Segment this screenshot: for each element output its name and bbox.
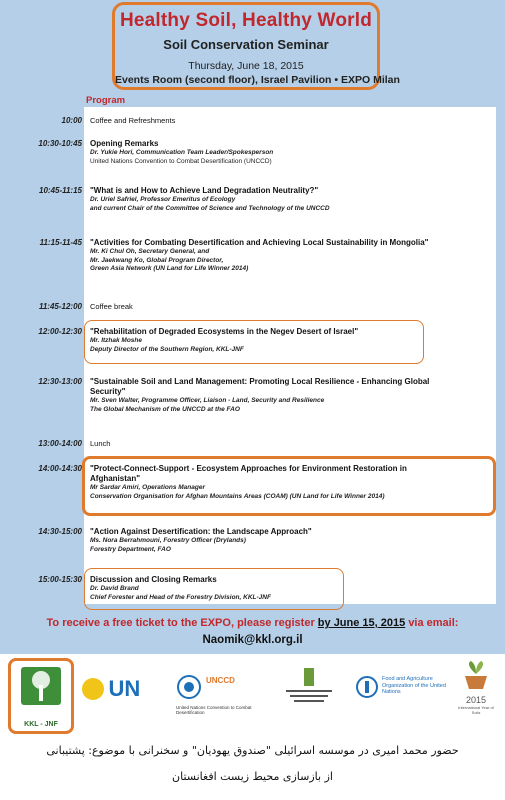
un-expo-logo (82, 676, 140, 702)
item-title: Lunch (90, 439, 111, 448)
item-org: Conservation Organisation for Afghan Mountains Areas (COAM) (UN Land for Life Winner 2014) (90, 492, 385, 500)
item-title: Coffee break (90, 302, 133, 311)
item-org: and current Chair of the Committee of Science and Technology of the UNCCD (90, 204, 330, 212)
item-time: 13:00-14:00 (38, 439, 82, 448)
event-venue: Events Room (second floor), Israel Pavilion • EXPO Milan (115, 74, 400, 86)
item-speaker: Mr. Sven Walter, Programme Officer, Liaison - Land, Security and Resilience (90, 397, 325, 404)
item-speaker: Mr. Ki Chul Oh, Secretary General, and (90, 248, 210, 255)
un-emblem-icon (176, 674, 202, 700)
persian-caption-line2: از بازسازی محیط زیست افغانستان (172, 770, 333, 783)
persian-caption-line1: حضور محمد امیری در موسسه اسرائیلی "صندوق یهودیان" و سخنرانی با موضوع: پشتیبانی (46, 744, 459, 757)
item-title: "Action Against Desertification: the Landscape Approach" (90, 527, 312, 536)
item-speaker: Mr. Jaekwang Ko, Global Program Director, (90, 256, 224, 264)
register-deadline: by June 15, 2015 (317, 617, 406, 629)
fao-emblem-icon (356, 676, 378, 698)
register-email[interactable]: Naomik@kkl.org.il (202, 634, 303, 646)
item-time: 12:30-13:00 (38, 377, 82, 386)
item-speaker: Dr. Yukie Hori, Communication Team Leader/Spokesperson (90, 149, 274, 156)
item-title: Opening Remarks (90, 139, 159, 148)
item-speaker: Dr. Uriel Safriel, Professor Emeritus of Ecology (90, 196, 236, 203)
wdcd-logo (282, 668, 336, 708)
item-org: The Global Mechanism of the UNCCD at the FAO (90, 405, 240, 413)
item-org: Chief Forester and Head of the Forestry Division, KKL-JNF (90, 593, 271, 601)
register-line (0, 617, 505, 629)
item-time: 11:15-11-45 (39, 238, 82, 247)
item-title: "What is and How to Achieve Land Degradation Neutrality?" (90, 186, 319, 195)
item-speaker: Dr. David Brand (90, 585, 139, 592)
item-title: "Activities for Combating Desertification and Achieving Local Sustainability in Mongolia" (90, 238, 429, 247)
iys-caption: International Year of Soils (458, 705, 494, 715)
item-time: 12:00-12:30 (38, 327, 82, 336)
item-time: 10:45-11:15 (39, 186, 82, 195)
item-org: Deputy Director of the Southern Region, KKL-JNF (90, 345, 244, 353)
item-title-cont: Security" (90, 387, 126, 396)
kkl-tree-icon (21, 667, 61, 705)
register-text: To receive a free ticket to the EXPO, please register (46, 617, 315, 629)
item-time: 14:00-14:30 (38, 464, 82, 473)
item-time: 14:30-15:00 (38, 527, 82, 536)
sponsor-logos (0, 654, 505, 738)
item-org: Green Asia Network (UN Land for Life Winner 2014) (90, 265, 249, 272)
item-org: United Nations Convention to Combat Desertification (UNCCD) (90, 157, 272, 165)
header-box (112, 2, 400, 90)
unccd-caption: United Nations Convention to Combat Desertification (176, 705, 252, 715)
un-label: UN (108, 676, 141, 701)
item-org: Forestry Department, FAO (90, 545, 171, 553)
item-title: Coffee and Refreshments (90, 116, 176, 125)
item-time: 10:00 (61, 116, 82, 125)
item-title: "Protect-Connect-Support - Ecosystem Approaches for Environment Restoration in (90, 464, 407, 473)
item-title-cont: Afghanistan" (90, 474, 141, 483)
kkl-logo (8, 658, 74, 734)
item-time: 15:00-15:30 (38, 575, 82, 584)
event-date: Thursday, June 18, 2015 (188, 60, 304, 72)
program-label: Program (86, 95, 126, 106)
poster-title: Healthy Soil, Healthy World (119, 10, 373, 31)
unccd-logo (176, 674, 252, 715)
item-title: Discussion and Closing Remarks (90, 575, 217, 584)
fao-logo (356, 676, 448, 703)
item-speaker: Mr Sardar Amiri, Operations Manager (90, 484, 205, 491)
item-time: 10:30-10:45 (38, 139, 82, 148)
register-suffix: via email: (408, 617, 459, 629)
item-title: "Sustainable Soil and Land Management: Promoting Local Resilience - Enhancing Global (90, 377, 430, 386)
kkl-label: KKL - JNF (24, 721, 58, 728)
item-speaker: Mr. Itzhak Moshe (90, 337, 143, 344)
item-time: 11:45-12:00 (39, 302, 82, 311)
iys-logo (454, 660, 498, 715)
sun-icon (82, 678, 104, 700)
iys-year: 2015 (465, 695, 487, 705)
poster-subtitle: Soil Conservation Seminar (163, 37, 329, 52)
item-speaker: Ms. Nora Berrahmouni, Forestry Officer (Drylands) (90, 537, 246, 544)
soil-sprout-icon (463, 660, 489, 690)
unccd-label: UNCCD (206, 676, 235, 685)
fao-label: Food and Agriculture Organization of the United Nations (382, 676, 446, 695)
item-title: "Rehabilitation of Degraded Ecosystems in the Negev Desert of Israel" (90, 327, 359, 336)
